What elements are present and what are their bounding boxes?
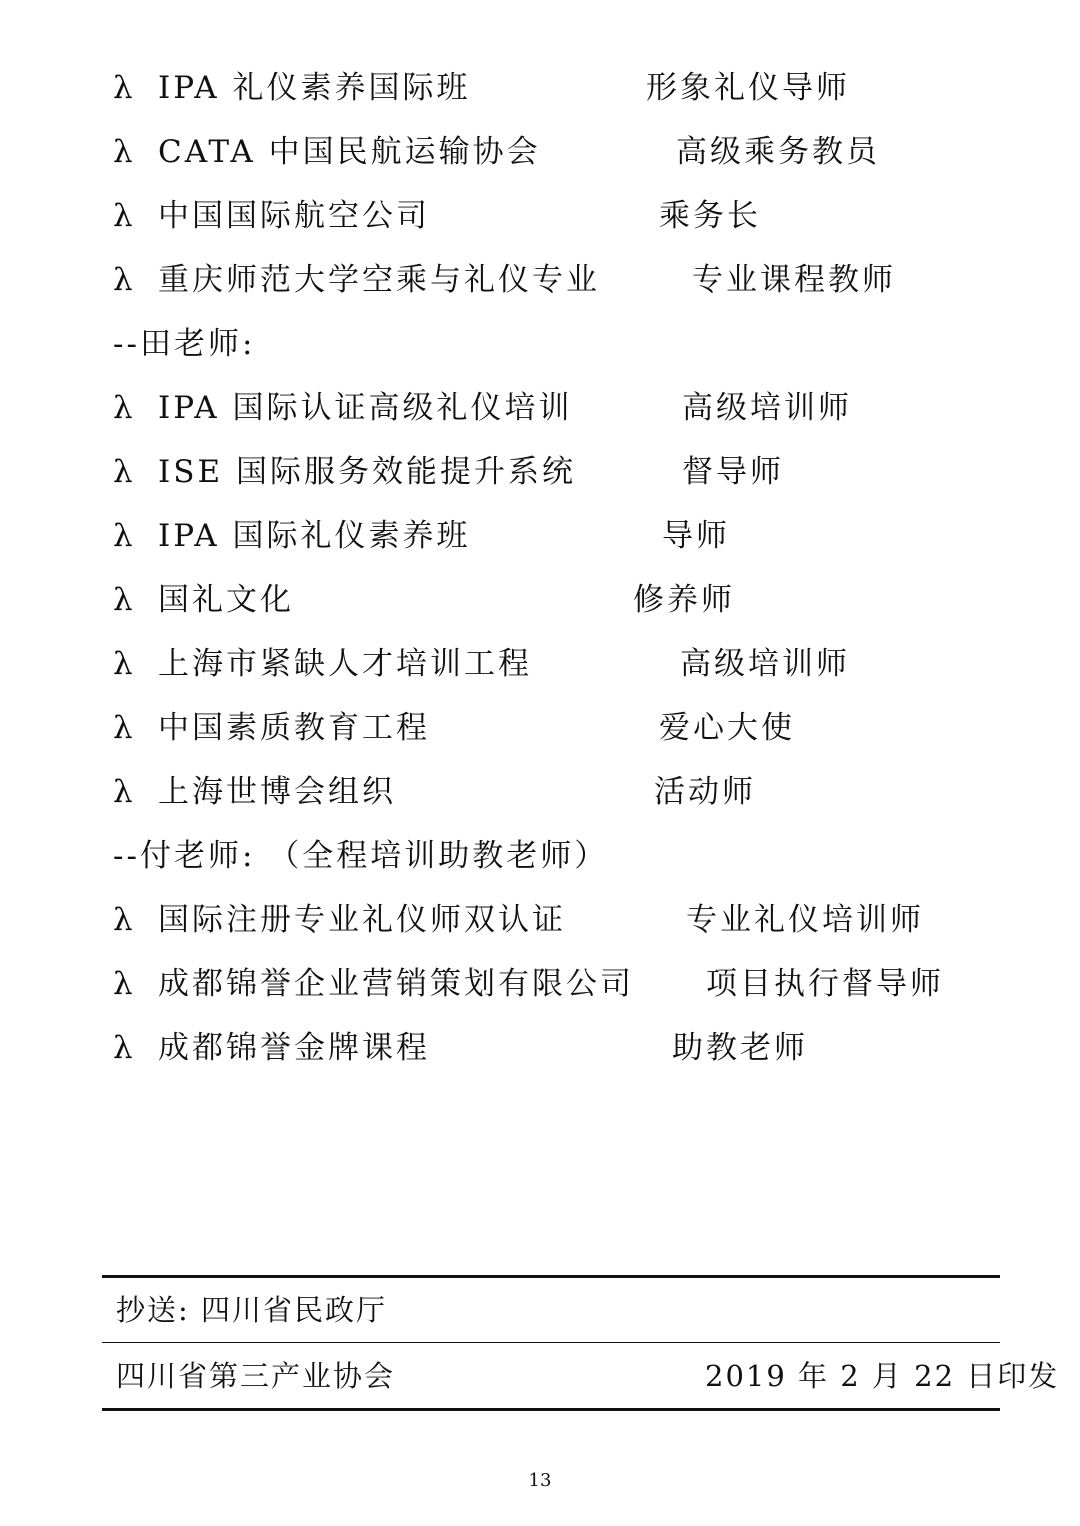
organization-name: CATA 中国民航运输协会 <box>158 134 541 170</box>
organization-name: IPA 国际礼仪素养班 <box>158 518 471 554</box>
organization-name: IPA 国际认证高级礼仪培训 <box>158 390 573 426</box>
role-title: 高级培训师 <box>680 646 850 682</box>
lambda-bullet-icon: λ <box>113 966 133 1002</box>
organization-name: ISE 国际服务效能提升系统 <box>158 454 576 490</box>
role-title: 助教老师 <box>672 1030 808 1066</box>
role-title: 督导师 <box>682 454 784 490</box>
section-heading: --付老师: （全程培训助教老师） <box>113 838 609 874</box>
organization-name: 成都锦誉金牌课程 <box>158 1030 430 1066</box>
organization-name: 重庆师范大学空乘与礼仪专业 <box>158 262 600 298</box>
organization-name: 上海世博会组织 <box>158 774 396 810</box>
organization-name: 成都锦誉企业营销策划有限公司 <box>158 966 634 1002</box>
issue-date: 2019 年 2 月 22 日印发 <box>705 1359 1060 1393</box>
lambda-bullet-icon: λ <box>113 902 133 938</box>
lambda-bullet-icon: λ <box>113 454 133 490</box>
lambda-bullet-icon: λ <box>113 134 133 170</box>
role-title: 专业礼仪培训师 <box>686 902 924 938</box>
role-title: 专业课程教师 <box>692 262 896 298</box>
lambda-bullet-icon: λ <box>113 262 133 298</box>
role-title: 爱心大使 <box>659 710 795 746</box>
lambda-bullet-icon: λ <box>113 582 133 618</box>
footer-middle-rule <box>102 1342 1000 1343</box>
issuer-name: 四川省第三产业协会 <box>116 1359 396 1393</box>
role-title: 形象礼仪导师 <box>646 70 850 106</box>
organization-name: 国礼文化 <box>158 582 294 618</box>
role-title: 高级乘务教员 <box>676 134 880 170</box>
role-title: 高级培训师 <box>682 390 852 426</box>
footer-top-rule <box>102 1275 1000 1278</box>
page-number: 13 <box>528 1470 552 1491</box>
role-title: 项目执行督导师 <box>706 966 944 1002</box>
lambda-bullet-icon: λ <box>113 710 133 746</box>
footer-bottom-rule <box>102 1408 1000 1411</box>
role-title: 乘务长 <box>659 198 761 234</box>
organization-name: IPA 礼仪素养国际班 <box>158 70 471 106</box>
lambda-bullet-icon: λ <box>113 70 133 106</box>
lambda-bullet-icon: λ <box>113 646 133 682</box>
role-title: 导师 <box>662 518 730 554</box>
section-heading: --田老师: <box>113 326 256 362</box>
lambda-bullet-icon: λ <box>113 774 133 810</box>
role-title: 活动师 <box>654 774 756 810</box>
lambda-bullet-icon: λ <box>113 198 133 234</box>
organization-name: 上海市紧缺人才培训工程 <box>158 646 532 682</box>
organization-name: 中国素质教育工程 <box>158 710 430 746</box>
cc-line: 抄送: 四川省民政厅 <box>116 1293 387 1327</box>
role-title: 修养师 <box>633 582 735 618</box>
organization-name: 中国国际航空公司 <box>158 198 430 234</box>
organization-name: 国际注册专业礼仪师双认证 <box>158 902 566 938</box>
lambda-bullet-icon: λ <box>113 518 133 554</box>
lambda-bullet-icon: λ <box>113 390 133 426</box>
lambda-bullet-icon: λ <box>113 1030 133 1066</box>
